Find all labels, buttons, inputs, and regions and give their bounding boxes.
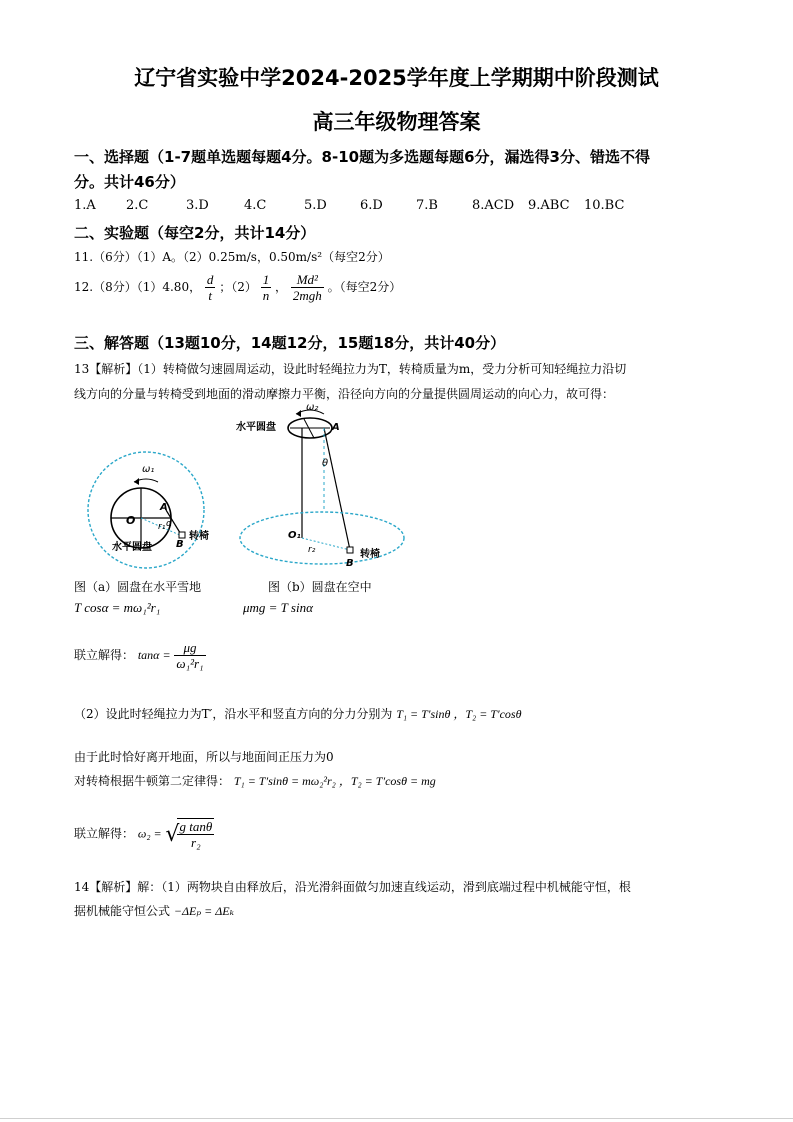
figure-b-chair-label: 转椅 <box>360 549 380 560</box>
frac2-num: 1 <box>262 272 270 287</box>
q14-line2 <box>74 902 234 919</box>
answer-10: 10.BC <box>584 198 625 213</box>
part2-eq: T₁ = T′sinθ ，T₂ = T′cosθ <box>396 707 522 721</box>
solve1-fraction <box>174 640 205 671</box>
section2-heading: 二、实验题（每空2分，共计14分） <box>74 224 316 242</box>
solve1-den: ω₁²r₁ <box>176 656 204 671</box>
normal-force-text: 由于此时恰好离开地面，所以与地面间正压力为0 <box>74 750 334 764</box>
part2-text: （2）设此时轻绳拉力为T′，沿水平和竖直方向的分力分别为 <box>74 707 393 721</box>
answer-3: 3.D <box>186 198 209 213</box>
solve1-num: μg <box>174 640 205 656</box>
answer-2: 2.C <box>126 198 149 213</box>
figure-b-omega: ω₂ <box>306 402 319 413</box>
answer-1: 1.A <box>74 198 96 213</box>
q14-line1: 14【解析】解：（1）两物块自由释放后，沿光滑斜面做匀加速直线运动，滑到底端过程中机械能守恒，根 <box>74 880 631 894</box>
figure-b-caption: 图（b）圆盘在空中 <box>268 580 372 594</box>
q12-mid: ；（2） <box>219 280 257 294</box>
figure-b-disc-label: 水平圆盘 <box>236 422 276 433</box>
q12-prefix: 12.（8分）（1）4.80， <box>74 280 202 294</box>
figure-a-omega: ω₁ <box>142 464 155 475</box>
fraction-d-over-t <box>205 272 216 303</box>
choice-answers <box>74 198 624 213</box>
document-title: 辽宁省实验中学2024-2025学年度上学期期中阶段测试 <box>134 66 659 90</box>
newton-line <box>74 772 436 789</box>
sqrt-symbol: √ <box>165 821 180 847</box>
figure-a-radius: r₁ <box>158 522 166 532</box>
answer-7: 7.B <box>416 198 438 213</box>
figure-a-angle: α <box>166 519 172 529</box>
answer-6: 6.D <box>360 198 383 213</box>
fraction-md2-over-2mgh <box>291 272 324 303</box>
figure-b-diagram <box>236 400 411 570</box>
frac3-num: Md² <box>291 272 324 288</box>
part2-line <box>74 705 521 722</box>
newton-text: 对转椅根据牛顿第二定律得： <box>74 774 231 788</box>
answer-4: 4.C <box>244 198 267 213</box>
q11-answer: 11.（6分）（1）A。（2）0.25m/s，0.50m/s²（每空2分） <box>74 250 390 264</box>
q13-line2: 线方向的分量与转椅受到地面的滑动摩擦力平衡，沿径向方向的分量提供圆周运动的向心力，故可得： <box>74 387 615 401</box>
q12-suffix: 。（每空2分） <box>327 280 402 294</box>
frac3-den: 2mgh <box>292 288 322 303</box>
solve2-num: g tanθ <box>179 819 213 834</box>
solve1-lhs: tanα = <box>137 648 171 662</box>
figure-a-diagram <box>74 450 234 575</box>
figure-b-radius: r₂ <box>308 545 316 555</box>
section3-heading: 三、解答题（13题10分，14题12分，15题18分，共计40分） <box>74 334 506 352</box>
answer-9: 9.ABC <box>528 198 570 213</box>
figure-a-center: O <box>126 514 136 527</box>
frac1-num: d <box>206 272 214 287</box>
solve2 <box>74 818 214 850</box>
page-bottom-line <box>0 1118 793 1119</box>
equation-1 <box>74 600 160 616</box>
solve2-label: 联立解得： <box>74 826 135 841</box>
frac1-den: t <box>208 288 212 303</box>
solve2-fraction <box>177 818 214 850</box>
figure-a-caption: 图（a）圆盘在水平雪地 <box>74 580 202 594</box>
fraction-1-over-n <box>261 272 272 303</box>
newton-eq: T₁ = T′sinθ = mω₂²r₂ ，T₂ = T′cosθ = mg <box>233 774 436 788</box>
eq1-text: T cosα = mω₁²r₁ <box>74 600 161 615</box>
figure-a-chair-label: 转椅 <box>189 531 209 542</box>
figure-a-point-b: B <box>176 539 184 550</box>
figure-b-center: O₁ <box>288 530 301 541</box>
figure-b-angle: θ <box>322 458 329 469</box>
solve1-label: 联立解得： <box>74 648 135 662</box>
answer-8: 8.ACD <box>472 198 515 213</box>
q14-eq: −ΔEₚ = ΔEₖ <box>173 904 234 918</box>
solve2-lhs: ω₂ = <box>137 826 162 841</box>
q14-prefix: 据机械能守恒公式 <box>74 904 171 918</box>
solve1 <box>74 640 206 671</box>
document-subtitle: 高三年级物理答案 <box>312 110 481 134</box>
figure-a-disc-label: 水平圆盘 <box>112 542 152 553</box>
frac2-den: n <box>262 288 270 303</box>
q12-answer: 12.（8分）（1）4.80， $\frac{d}{t}$ ；（2） $\frac{1}{n}$ ， $\frac{\text{Md²}}{\text{2mgh}}$ 。（每空2分） <box>74 272 402 303</box>
section1-heading-line1: 一、选择题（1-7题单选题每题4分。8-10题为多选题每题6分，漏选得3分、错选不得 <box>74 148 650 166</box>
solve2-den: r₂ <box>191 835 201 850</box>
answer-5: 5.D <box>304 198 327 213</box>
figure-a-point-a: A <box>160 502 168 513</box>
figure-b-point-b: B <box>346 558 354 569</box>
eq2-text: μmg = T sinα <box>243 600 313 615</box>
section1-heading-line2: 分。共计46分） <box>74 173 185 191</box>
equation-2 <box>243 600 313 616</box>
q13-line1: 13【解析】（1）转椅做匀速圆周运动，设此时轻绳拉力为T，转椅质量为m，受力分析可知轻绳拉力沿切 <box>74 362 627 376</box>
figure-b-point-a: A <box>332 422 340 433</box>
